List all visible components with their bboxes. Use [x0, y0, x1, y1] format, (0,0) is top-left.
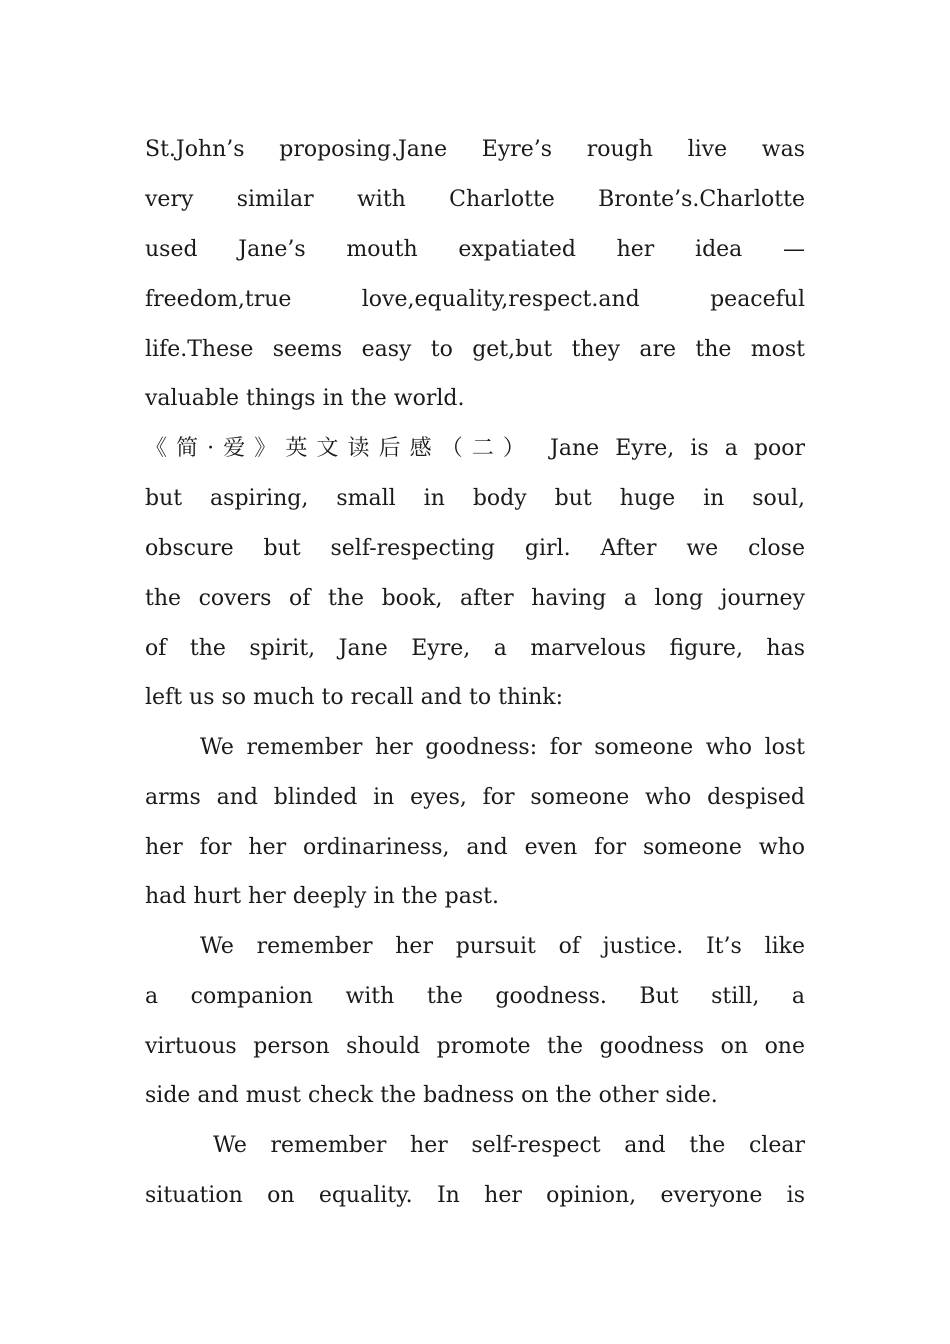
- text-line: valuable things in the world.: [145, 386, 465, 411]
- text-line: arms and blinded in eyes, for someone who despised: [145, 785, 805, 810]
- text-line: of the spirit, Jane Eyre, a marvelous figure, has: [145, 636, 805, 661]
- text-line: St.John’s proposing.Jane Eyre’s rough live was: [145, 137, 805, 162]
- text-line: the covers of the book, after having a long journey: [145, 586, 805, 611]
- paragraph-first-line: We remember her pursuit of justice. It’s like: [200, 934, 805, 959]
- text-line: very similar with Charlotte Bronte’s.Charlotte: [145, 187, 805, 212]
- text-line: obscure but self-respecting girl. After we close: [145, 536, 805, 561]
- text-line: freedom,true love,equality,respect.and peaceful: [145, 287, 805, 312]
- text-line: situation on equality. In her opinion, everyone is: [145, 1183, 805, 1208]
- text-line: life.These seems easy to get,but they are the most: [145, 337, 805, 362]
- section-heading-line: 《简·爱》英文读后感（二） Jane Eyre, is a poor: [145, 436, 805, 461]
- text-line: a companion with the goodness. But still, a: [145, 984, 805, 1009]
- text-line: virtuous person should promote the goodness on one: [145, 1034, 805, 1059]
- paragraph-first-line: We remember her goodness: for someone who lost: [200, 735, 805, 760]
- text-line: left us so much to recall and to think:: [145, 685, 564, 710]
- text-line: had hurt her deeply in the past.: [145, 884, 499, 909]
- paragraph-first-line: We remember her self-respect and the clear: [213, 1133, 805, 1158]
- text-line: side and must check the badness on the other side.: [145, 1083, 718, 1108]
- text-line: her for her ordinariness, and even for someone who: [145, 835, 805, 860]
- text-line: used Jane’s mouth expatiated her idea —: [145, 237, 805, 262]
- text-line: but aspiring, small in body but huge in soul,: [145, 486, 805, 511]
